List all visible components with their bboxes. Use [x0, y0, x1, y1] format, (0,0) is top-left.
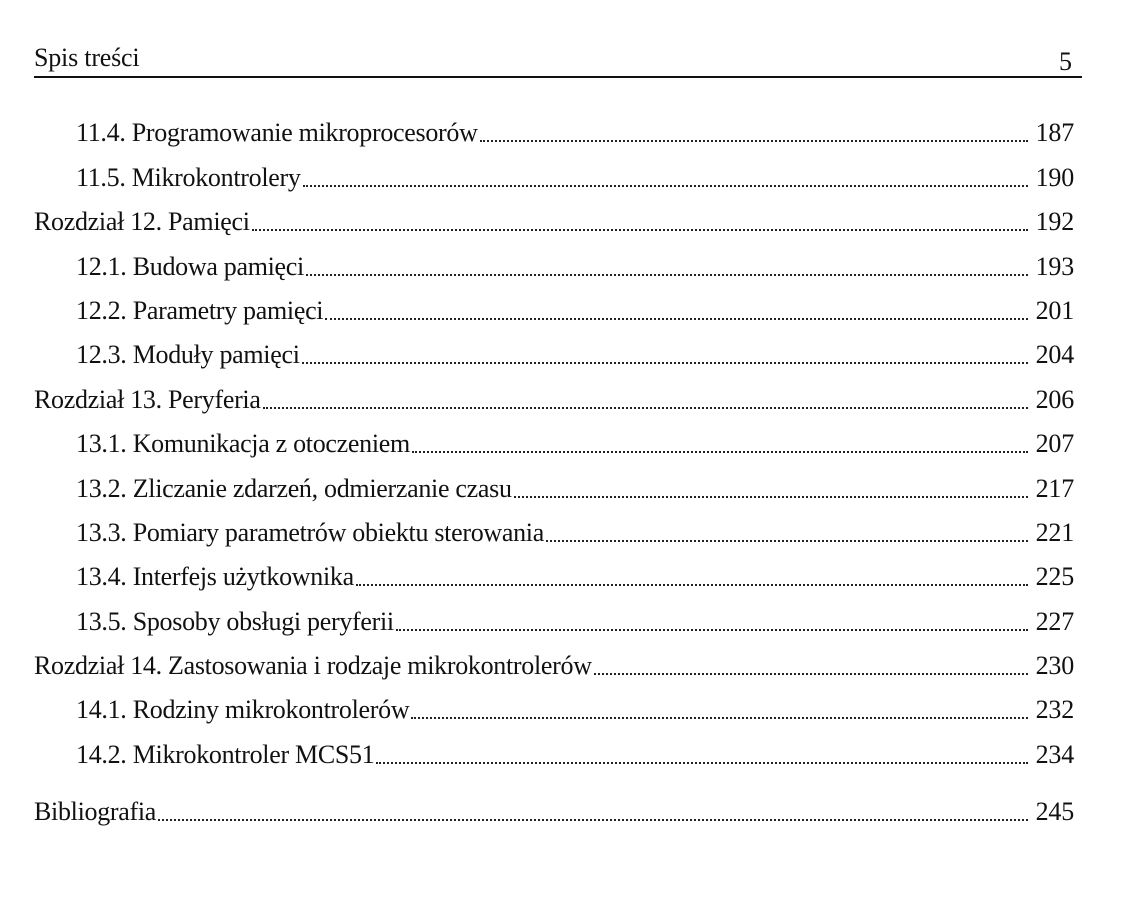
toc-entry-page: 227 — [1035, 606, 1074, 636]
toc-entry — [0, 505, 1146, 549]
header-title: Spis treści — [34, 43, 140, 72]
toc-entry-label: 13.2. Zliczanie zdarzeń, odmierzanie czasu — [76, 473, 512, 503]
toc-entry-page: 221 — [1035, 517, 1074, 547]
toc-entry — [0, 327, 1146, 371]
toc-dot-leader — [303, 185, 1028, 187]
toc-dot-leader — [263, 407, 1028, 409]
toc-entry — [0, 682, 1146, 726]
toc-dot-leader — [514, 496, 1028, 498]
toc-dot-leader — [396, 629, 1028, 631]
toc-entry — [0, 149, 1146, 193]
header-page-number: 5 — [1059, 47, 1072, 76]
toc-entry-page: 201 — [1035, 295, 1074, 325]
toc-entry — [0, 593, 1146, 637]
toc-entry-label: 13.1. Komunikacja z otoczeniem — [76, 429, 410, 459]
toc-entry-label: 14.1. Rodziny mikrokontrolerów — [76, 695, 410, 725]
toc-chapter-entry — [0, 194, 1146, 238]
toc-entry-label: 13.5. Sposoby obsługi peryferii — [76, 606, 394, 636]
toc-entry-label: 13.3. Pomiary parametrów obiektu sterowania — [76, 517, 544, 547]
toc-entry-page: 206 — [1035, 384, 1074, 414]
toc-entry-page: 204 — [1035, 340, 1074, 370]
toc-entry-label: Bibliografia — [34, 797, 157, 827]
toc-dot-leader — [412, 451, 1028, 453]
toc-entry-label: Rozdział 13. Peryferia — [34, 384, 261, 414]
toc-entry-label: 13.4. Interfejs użytkownika — [76, 562, 354, 592]
toc-entry — [0, 549, 1146, 593]
toc-entry-page: 187 — [1035, 118, 1074, 148]
toc-entry-page: 207 — [1035, 429, 1074, 459]
toc-entry-page: 193 — [1035, 251, 1074, 281]
toc-entry-page: 232 — [1035, 695, 1074, 725]
toc-dot-leader — [480, 140, 1028, 142]
toc-entry — [0, 416, 1146, 460]
toc-entry-page: 230 — [1035, 651, 1074, 681]
toc-entry-label: Rozdział 14. Zastosowania i rodzaje mikrokontrolerów — [34, 651, 592, 681]
toc-dot-leader — [252, 229, 1028, 231]
toc-dot-leader — [546, 540, 1028, 542]
toc-dot-leader — [356, 584, 1028, 586]
toc-entry-label: 11.4. Programowanie mikroprocesorów — [76, 118, 478, 148]
toc-entry-label: 12.1. Budowa pamięci — [76, 251, 304, 281]
toc-entry-page: 245 — [1035, 797, 1074, 827]
toc-entry — [0, 283, 1146, 327]
toc-dot-leader — [306, 274, 1028, 276]
toc-dot-leader — [158, 819, 1028, 821]
toc-entry — [0, 238, 1146, 282]
table-of-contents — [0, 105, 1146, 828]
toc-chapter-entry — [0, 638, 1146, 682]
toc-entry-page: 225 — [1035, 562, 1074, 592]
toc-chapter-entry — [0, 371, 1146, 415]
toc-entry-label: 11.5. Mikrokontrolery — [76, 162, 301, 192]
toc-dot-leader — [411, 717, 1028, 719]
toc-bibliography-entry — [0, 784, 1146, 828]
toc-entry-page: 234 — [1035, 739, 1074, 769]
running-header — [34, 38, 1080, 78]
toc-entry-page: 217 — [1035, 473, 1074, 503]
header-rule — [34, 76, 1082, 78]
toc-entry-page: 192 — [1035, 207, 1074, 237]
toc-entry — [0, 460, 1146, 504]
toc-entry-label: 12.2. Parametry pamięci — [76, 295, 324, 325]
toc-entry-label: 12.3. Moduły pamięci — [76, 340, 300, 370]
toc-dot-leader — [594, 673, 1028, 675]
toc-entry — [0, 105, 1146, 149]
toc-entry-page: 190 — [1035, 162, 1074, 192]
toc-dot-leader — [376, 762, 1028, 764]
toc-dot-leader — [302, 362, 1028, 364]
toc-entry-label: 14.2. Mikrokontroler MCS51 — [76, 739, 375, 769]
toc-dot-leader — [325, 318, 1028, 320]
toc-entry — [0, 726, 1146, 770]
toc-entry-label: Rozdział 12. Pamięci — [34, 207, 250, 237]
